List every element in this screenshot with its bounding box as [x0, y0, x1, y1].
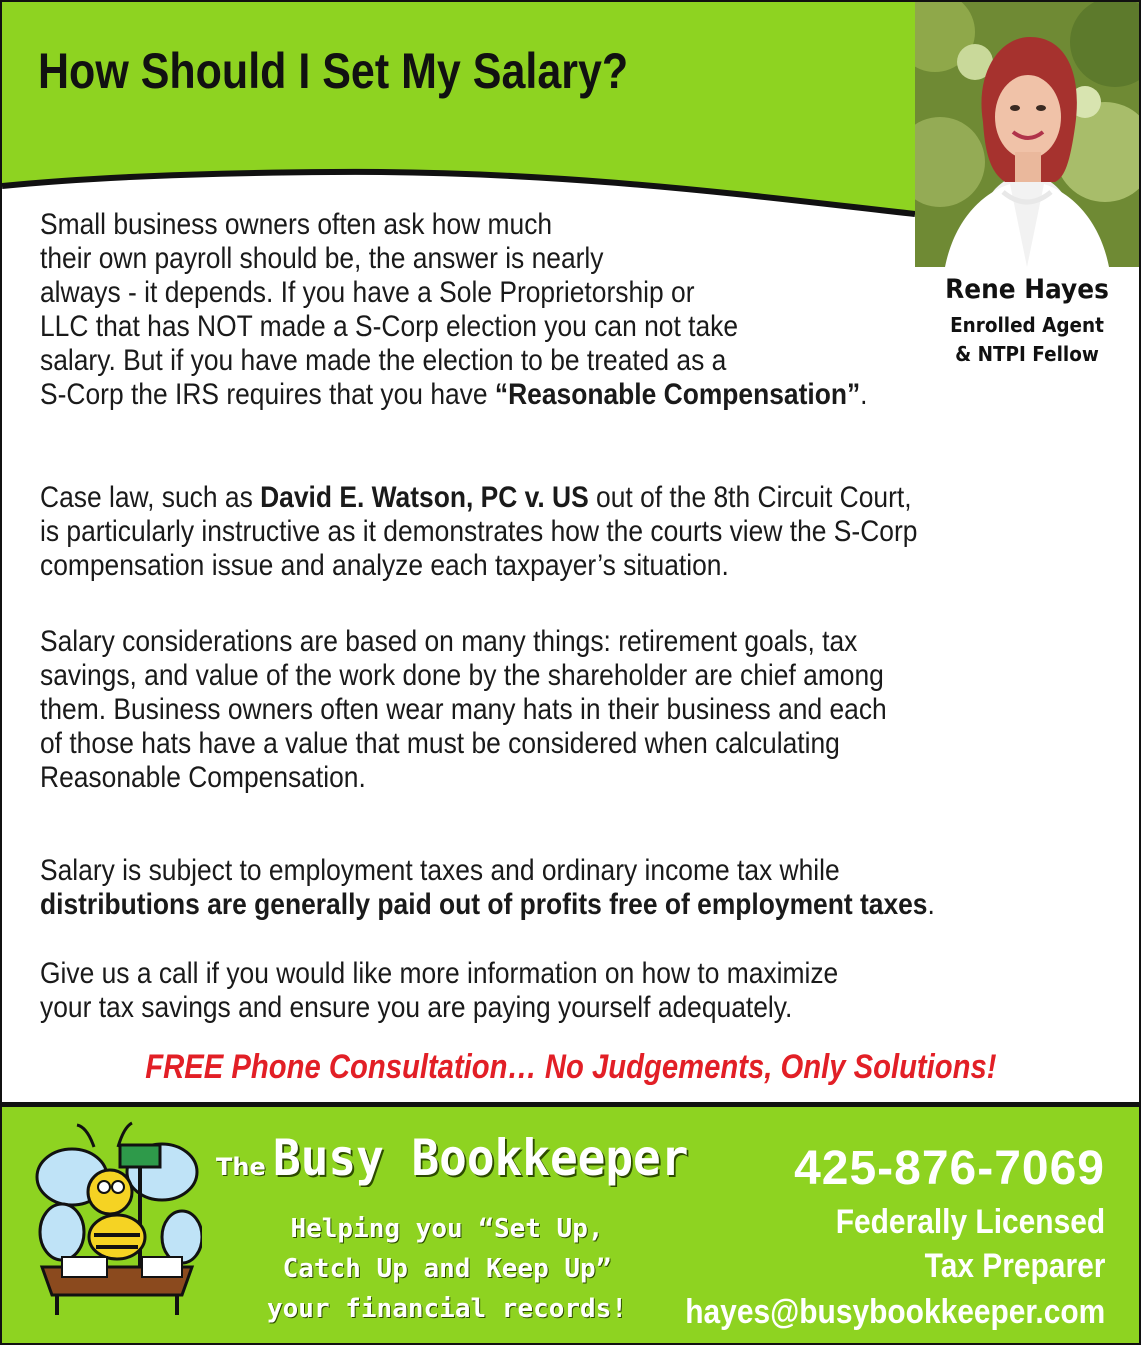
footer-band	[2, 1102, 1139, 1343]
author-fellowship: & NTPI Fellow	[955, 342, 1099, 366]
paragraph-line: Small business owners often ask how much	[40, 208, 553, 241]
brand-slogan	[242, 1209, 652, 1329]
license-line: Tax Preparer	[924, 1247, 1105, 1285]
tagline	[2, 1048, 1139, 1087]
paragraph-line: always - it depends. If you have a Sole Proprietorship or	[40, 276, 695, 309]
text-run: .	[927, 888, 935, 921]
license-line: Federally Licensed	[835, 1203, 1105, 1241]
slogan-line: your financial records!	[266, 1294, 628, 1324]
email-link[interactable]: hayes@busybookkeeper.com	[685, 1293, 1105, 1331]
paragraph-line	[40, 888, 1096, 922]
paragraph-taxes	[40, 854, 1096, 922]
paragraph-line: Salary considerations are based on many things: retirement goals, tax	[40, 625, 858, 658]
paragraph-line: Give us a call if you would like more information on how to maximize	[40, 957, 839, 990]
phone-number[interactable]: 425-876-7069	[794, 1142, 1105, 1195]
paragraph-line: Reasonable Compensation.	[40, 761, 366, 794]
bee-bookkeeper-icon	[32, 1117, 202, 1317]
author-name: Rene Hayes	[945, 274, 1109, 305]
text-run: Case law, such as	[40, 481, 261, 514]
paragraph-line: savings, and value of the work done by the shareholder are chief among	[40, 659, 884, 692]
brand-name: Busy Bookkeeper	[273, 1129, 689, 1187]
paragraph-considerations	[40, 625, 1096, 795]
paragraph-call-to-action	[40, 957, 1096, 1025]
slogan-line: Helping you “Set Up,	[290, 1214, 604, 1244]
author-credential: Enrolled Agent	[950, 313, 1104, 337]
emphasis-case-name: David E. Watson, PC v. US	[260, 481, 589, 514]
paragraph-intro	[40, 208, 1061, 412]
paragraph-line	[40, 378, 1061, 412]
paragraph-line: of those hats have a value that must be considered when calculating	[40, 727, 840, 760]
paragraph-case-law	[40, 481, 1096, 583]
brand-prefix: The	[216, 1153, 266, 1181]
paragraph-line: them. Business owners often wear many hats in their business and each	[40, 693, 887, 726]
paragraph-line	[40, 481, 1096, 515]
paragraph-line: salary. But if you have made the election to be treated as a	[40, 344, 727, 377]
tagline-text: FREE Phone Consultation… No Judgements, Only Solutions!	[144, 1048, 997, 1086]
paragraph-line: your tax savings and ensure you are paying yourself adequately.	[40, 991, 793, 1024]
text-run: .	[860, 378, 868, 411]
text-run: S-Corp the IRS requires that you have	[40, 378, 495, 411]
paragraph-line: Salary is subject to employment taxes and ordinary income tax while	[40, 854, 840, 887]
paragraph-line: LLC that has NOT made a S-Corp election you can not take	[40, 310, 739, 343]
slogan-line: Catch Up and Keep Up”	[282, 1254, 612, 1284]
paragraph-line: compensation issue and analyze each taxpayer’s situation.	[40, 549, 729, 582]
paragraph-line: their own payroll should be, the answer is nearly	[40, 242, 604, 275]
text-run: out of the 8th Circuit Court,	[588, 481, 912, 514]
emphasis-reasonable-compensation: “Reasonable Compensation”	[494, 378, 861, 411]
paragraph-line: is particularly instructive as it demonstrates how the courts view the S-Corp	[40, 515, 918, 548]
emphasis-distributions: distributions are generally paid out of profits free of employment taxes	[40, 888, 928, 921]
page-title: How Should I Set My Salary?	[38, 43, 629, 99]
